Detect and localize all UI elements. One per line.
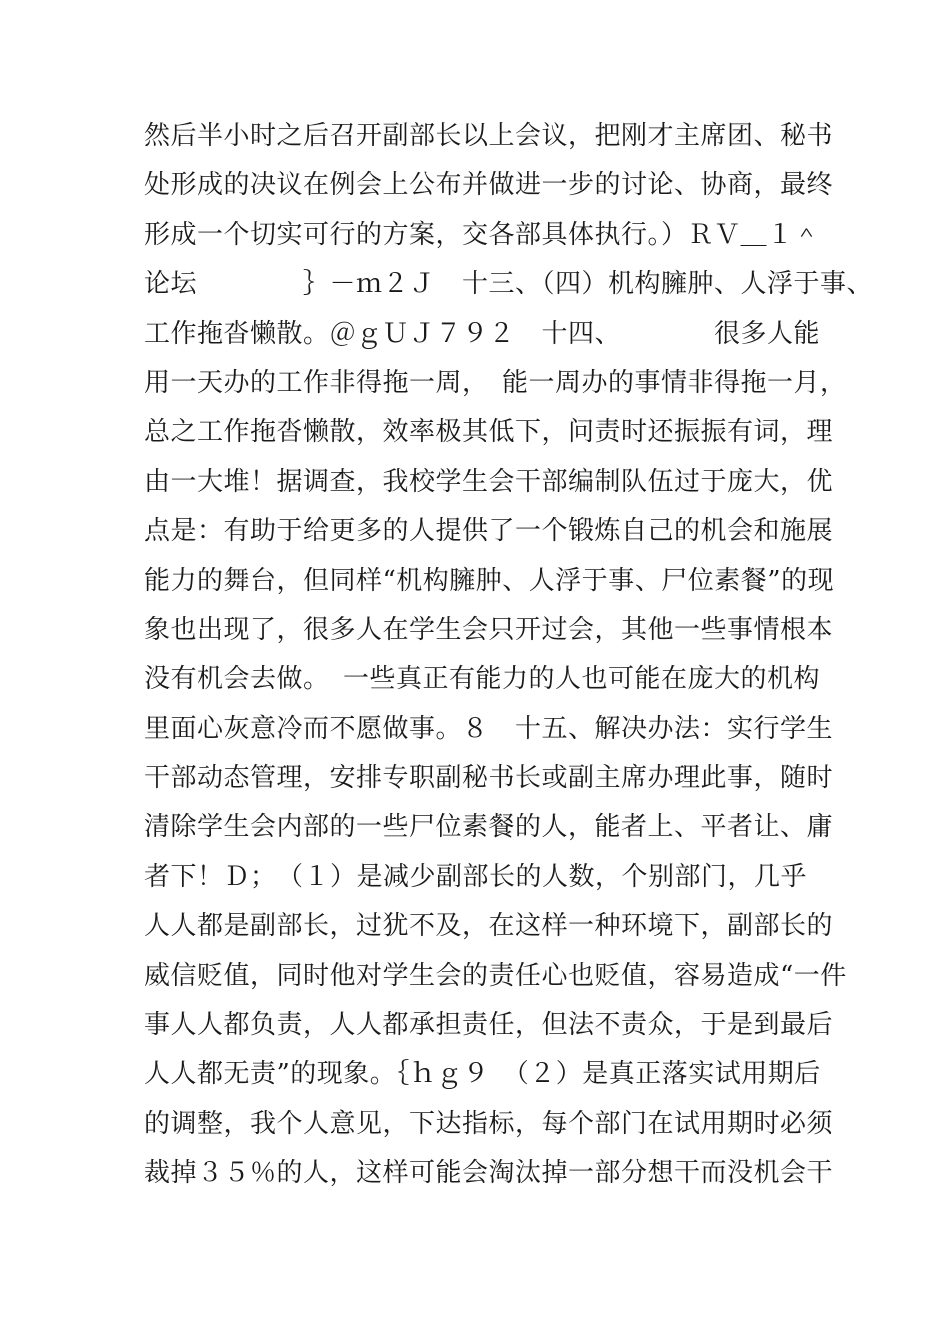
text-line: 能力的舞台，但同样“机构臃肿、人浮于事、尸位素餐”的现 (144, 565, 835, 596)
text-line: 工作拖沓懒散。＠ｇＵＪ７９２ 十四、 很多人能 (144, 318, 821, 349)
text-line: 清除学生会内部的一些尸位素餐的人，能者上、平者让、庸 (144, 812, 834, 843)
body-text (144, 112, 874, 1199)
text-line: 裁掉３５％的人，这样可能会淘汰掉一部分想干而没机会干 (144, 1158, 834, 1189)
text-line: 论坛 ｝－ｍ２Ｊ 十三、（四）机构臃肿、人浮于事、 (144, 269, 874, 300)
text-line: 干部动态管理，安排专职副秘书长或副主席办理此事，随时 (144, 763, 834, 794)
text-line: 者下！Ｄ； （１）是减少副部长的人数，个别部门，几乎 (144, 861, 808, 892)
text-line: 的调整，我个人意见，下达指标，每个部门在试用期时必须 (144, 1108, 834, 1139)
text-line: 点是：有助于给更多的人提供了一个锻炼自己的机会和施展 (144, 516, 834, 547)
text-line: 没有机会去做。 一些真正有能力的人也可能在庞大的机构 (144, 664, 821, 695)
text-line: 由一大堆！据调查，我校学生会干部编制队伍过于庞大，优 (144, 466, 834, 497)
text-line: 里面心灰意冷而不愿做事。８ 十五、解决办法：实行学生 (144, 713, 834, 744)
text-line: 事人人都负责，人人都承担责任，但法不责众，于是到最后 (144, 1010, 834, 1041)
text-line: 处形成的决议在例会上公布并做进一步的讨论、协商，最终 (144, 170, 834, 201)
text-line: 总之工作拖沓懒散，效率极其低下，问责时还振振有词，理 (144, 417, 834, 448)
text-line: 象也出现了，很多人在学生会只开过会，其他一些事情根本 (144, 614, 834, 645)
text-line: 形成一个切实可行的方案，交各部具体执行。）ＲＶ＿１＾ (144, 219, 821, 250)
text-line: 人人都无责”的现象。｛ｈｇ９ （２）是真正落实试用期后 (144, 1059, 821, 1090)
text-line: 然后半小时之后召开副部长以上会议，把刚才主席团、秘书 (144, 121, 834, 151)
text-line: 人人都是副部长，过犹不及，在这样一种环境下，副部长的 (144, 911, 834, 942)
text-line: 威信贬值，同时他对学生会的责任心也贬值，容易造成“一件 (144, 960, 847, 991)
text-line: 用一天办的工作非得拖一周， 能一周办的事情非得拖一月， (144, 367, 847, 398)
